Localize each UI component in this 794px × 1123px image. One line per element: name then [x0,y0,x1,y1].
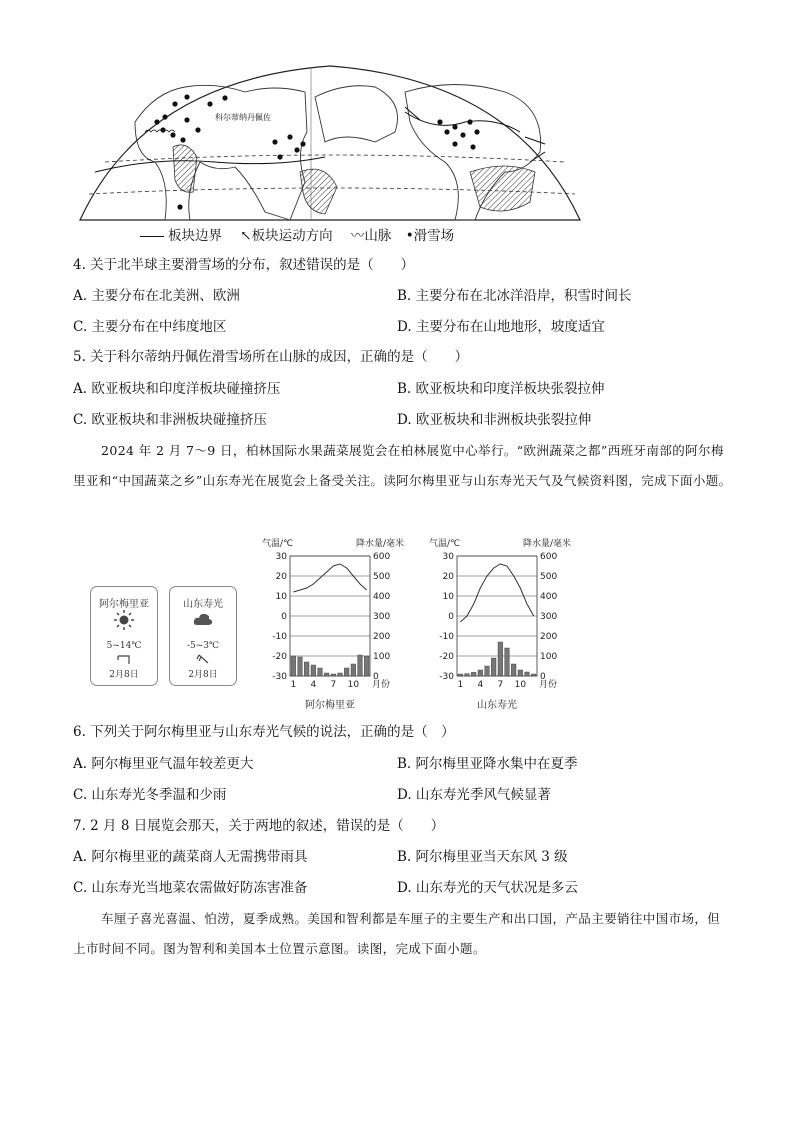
x-tick-label: 4 [310,680,317,690]
precip-tick-label: 300 [373,612,391,622]
question-4-option-b[interactable]: B. 主要分布在北冰洋沿岸，积雪时间长 [397,288,632,304]
precip-bar [531,674,536,676]
precip-bar [324,673,329,676]
precip-bar [331,674,336,676]
precip-bar [304,662,309,676]
precip-tick-label: 500 [540,572,558,582]
question-6-option-c[interactable]: C. 山东寿光冬季温和少雨 [73,787,227,803]
question-6-option-b[interactable]: B. 阿尔梅里亚降水集中在夏季 [397,756,578,772]
precip-bar [491,658,496,676]
question-5-option-d[interactable]: D. 欧亚板块和非洲板块张裂拉伸 [397,412,592,428]
x-tick-label: 1 [290,680,297,690]
precip-tick-label: 100 [540,652,558,662]
precip-bar [311,665,316,676]
temp-tick-label: 20 [275,572,287,582]
question-4-option-c[interactable]: C. 主要分布在中纬度地区 [73,319,227,335]
sun-icon [113,609,135,631]
question-5-option-b[interactable]: B. 欧亚板块和印度洋板块张裂拉伸 [397,381,605,397]
temp-tick-label: -10 [272,632,287,642]
wind-barb-icon [196,653,212,665]
precip-bar [458,674,463,676]
temp-tick-label: -20 [439,652,454,662]
x-tick-label: 10 [514,680,527,690]
precip-bar [505,648,510,676]
hatched-area-africa [173,145,197,192]
precip-tick-label: 500 [373,572,391,582]
climate-chart-shouguang [425,536,575,716]
wind-barb-icon [117,653,133,665]
precip-bar [351,664,356,676]
precip-tick-label: 600 [373,552,391,562]
boundary-line-icon [140,236,164,237]
question-6-option-d[interactable]: D. 山东寿光季风气候显著 [397,787,551,803]
question-4-option-a[interactable]: A. 主要分布在北美洲、欧洲 [73,288,240,304]
question-6-stem: 6. 下列关于阿尔梅里亚与山东寿光气候的说法，正确的是（ ） [73,724,455,740]
weather-card-shouguang [169,586,237,686]
temp-tick-label: 0 [281,612,287,622]
precip-tick-label: 0 [540,672,546,682]
precip-bar [364,656,369,676]
world-plate-map [75,62,585,224]
question-5-option-c[interactable]: C. 欧亚板块和非洲板块碰撞挤压 [73,412,267,428]
temp-tick-label: -30 [272,672,287,682]
chart-caption: 山东寿光 [477,700,517,711]
question-4-option-d[interactable]: D. 主要分布在山地地形，坡度适宜 [397,319,605,335]
precip-tick-label: 600 [540,552,558,562]
mountain-wave-icon: 〰 [350,228,365,244]
hatched-area-america [470,166,535,211]
x-tick-label: 7 [330,680,337,690]
precip-bar [344,668,349,676]
weather-card-almeria [90,586,158,686]
precip-bar [465,674,470,676]
y-axis-title-left: 气温/℃ [262,539,294,549]
weather-card-date: 2月8日 [109,670,139,680]
precip-bar [298,657,303,676]
x-axis-title: 月份 [539,680,558,690]
precip-bar [511,664,516,676]
precip-bar [338,673,343,676]
temp-tick-label: -30 [439,672,454,682]
precip-bar [471,672,476,676]
intro-paragraph-2: 车厘子喜光喜温、怕涝，夏季成熟。美国和智利都是车厘子的主要生产和出口国，产品主要销往中国市场，但上市时间不同。图为智利和美国本土位置示意图。读图，完成下面小题。 [73,911,721,956]
question-7-option-a[interactable]: A. 阿尔梅里亚的蔬菜商人无需携带雨具 [73,849,308,865]
precip-bar [485,666,490,676]
map-legend [140,224,454,244]
precip-bar [518,670,523,676]
ski-dot-icon: • [405,228,414,244]
temp-tick-label: 30 [442,552,454,562]
precip-tick-label: 300 [540,612,558,622]
weather-card-date: 2月8日 [188,670,218,680]
precip-tick-label: 200 [373,632,391,642]
climate-chart-almeria [258,536,408,716]
question-5-option-a[interactable]: A. 欧亚板块和印度洋板块碰撞挤压 [73,381,281,397]
precip-tick-label: 400 [540,592,558,602]
precip-bar [498,642,503,676]
temp-tick-label: 0 [448,612,454,622]
x-axis-title: 月份 [372,680,391,690]
x-tick-label: 10 [347,680,360,690]
weather-card-temp: 5~14℃ [106,641,142,651]
precip-bar [525,672,530,676]
weather-card-name: 山东寿光 [183,599,223,610]
precip-tick-label: 100 [373,652,391,662]
question-7-option-c[interactable]: C. 山东寿光当地菜农需做好防冻害准备 [73,880,308,896]
precip-tick-label: 200 [540,632,558,642]
x-tick-label: 1 [457,680,464,690]
question-7-option-b[interactable]: B. 阿尔梅里亚当天东风 3 级 [397,849,568,865]
temp-tick-label: 30 [275,552,287,562]
cloud-icon [192,609,214,631]
legend-movement: 板块运动方向 [251,228,333,244]
question-5-stem: 5. 关于科尔蒂纳丹佩佐滑雪场所在山脉的成因，正确的是（ ） [73,349,469,365]
precip-tick-label: 0 [373,672,379,682]
precip-bar [318,668,323,676]
weather-card-temp: -5~3℃ [186,641,220,651]
x-tick-label: 7 [497,680,504,690]
precip-tick-label: 400 [373,592,391,602]
temperature-line [293,564,366,592]
kordillera-label: 科尔蒂纳丹佩佐 [215,113,271,122]
x-tick-label: 4 [477,680,484,690]
question-6-option-a[interactable]: A. 阿尔梅里亚气温年较差更大 [73,756,254,772]
movement-arrow-icon: ↖ [240,228,252,244]
hatched-area-pacific [300,169,337,214]
chart-caption: 阿尔梅里亚 [305,700,355,711]
y-axis-title-right: 降水量/毫米 [522,539,571,549]
weather-card-name: 阿尔梅里亚 [99,599,149,610]
question-7-option-d[interactable]: D. 山东寿光的天气状况是多云 [397,880,578,896]
temperature-line [460,564,533,622]
y-axis-title-right: 降水量/毫米 [355,539,404,549]
temp-tick-label: 20 [442,572,454,582]
temp-tick-label: -20 [272,652,287,662]
temp-tick-label: 10 [275,592,287,602]
legend-boundary: 板块边界 [168,228,222,244]
precip-bar [478,670,483,676]
question-7-stem: 7. 2 月 8 日展览会那天，关于两地的叙述，错误的是（ ） [73,818,445,834]
legend-mountain: 山脉 [364,228,392,244]
precip-bar [291,656,296,676]
precip-bar [358,655,363,676]
temp-tick-label: -10 [439,632,454,642]
question-4-stem: 4. 关于北半球主要滑雪场的分布，叙述错误的是（ ） [73,257,415,273]
temp-tick-label: 10 [442,592,454,602]
intro-paragraph-1: 2024 年 2 月 7～9 日，柏林国际水果蔬菜展览会在柏林展览中心举行。“欧洲蔬菜之都”西班牙南部的阿尔梅里亚和“中国蔬菜之乡”山东寿光在展览会上备受关注。读阿尔梅里亚与山东寿光天气及气候资料图，完成下面小题。 [73,443,732,488]
y-axis-title-left: 气温/℃ [429,539,461,549]
legend-ski: 滑雪场 [413,228,455,244]
